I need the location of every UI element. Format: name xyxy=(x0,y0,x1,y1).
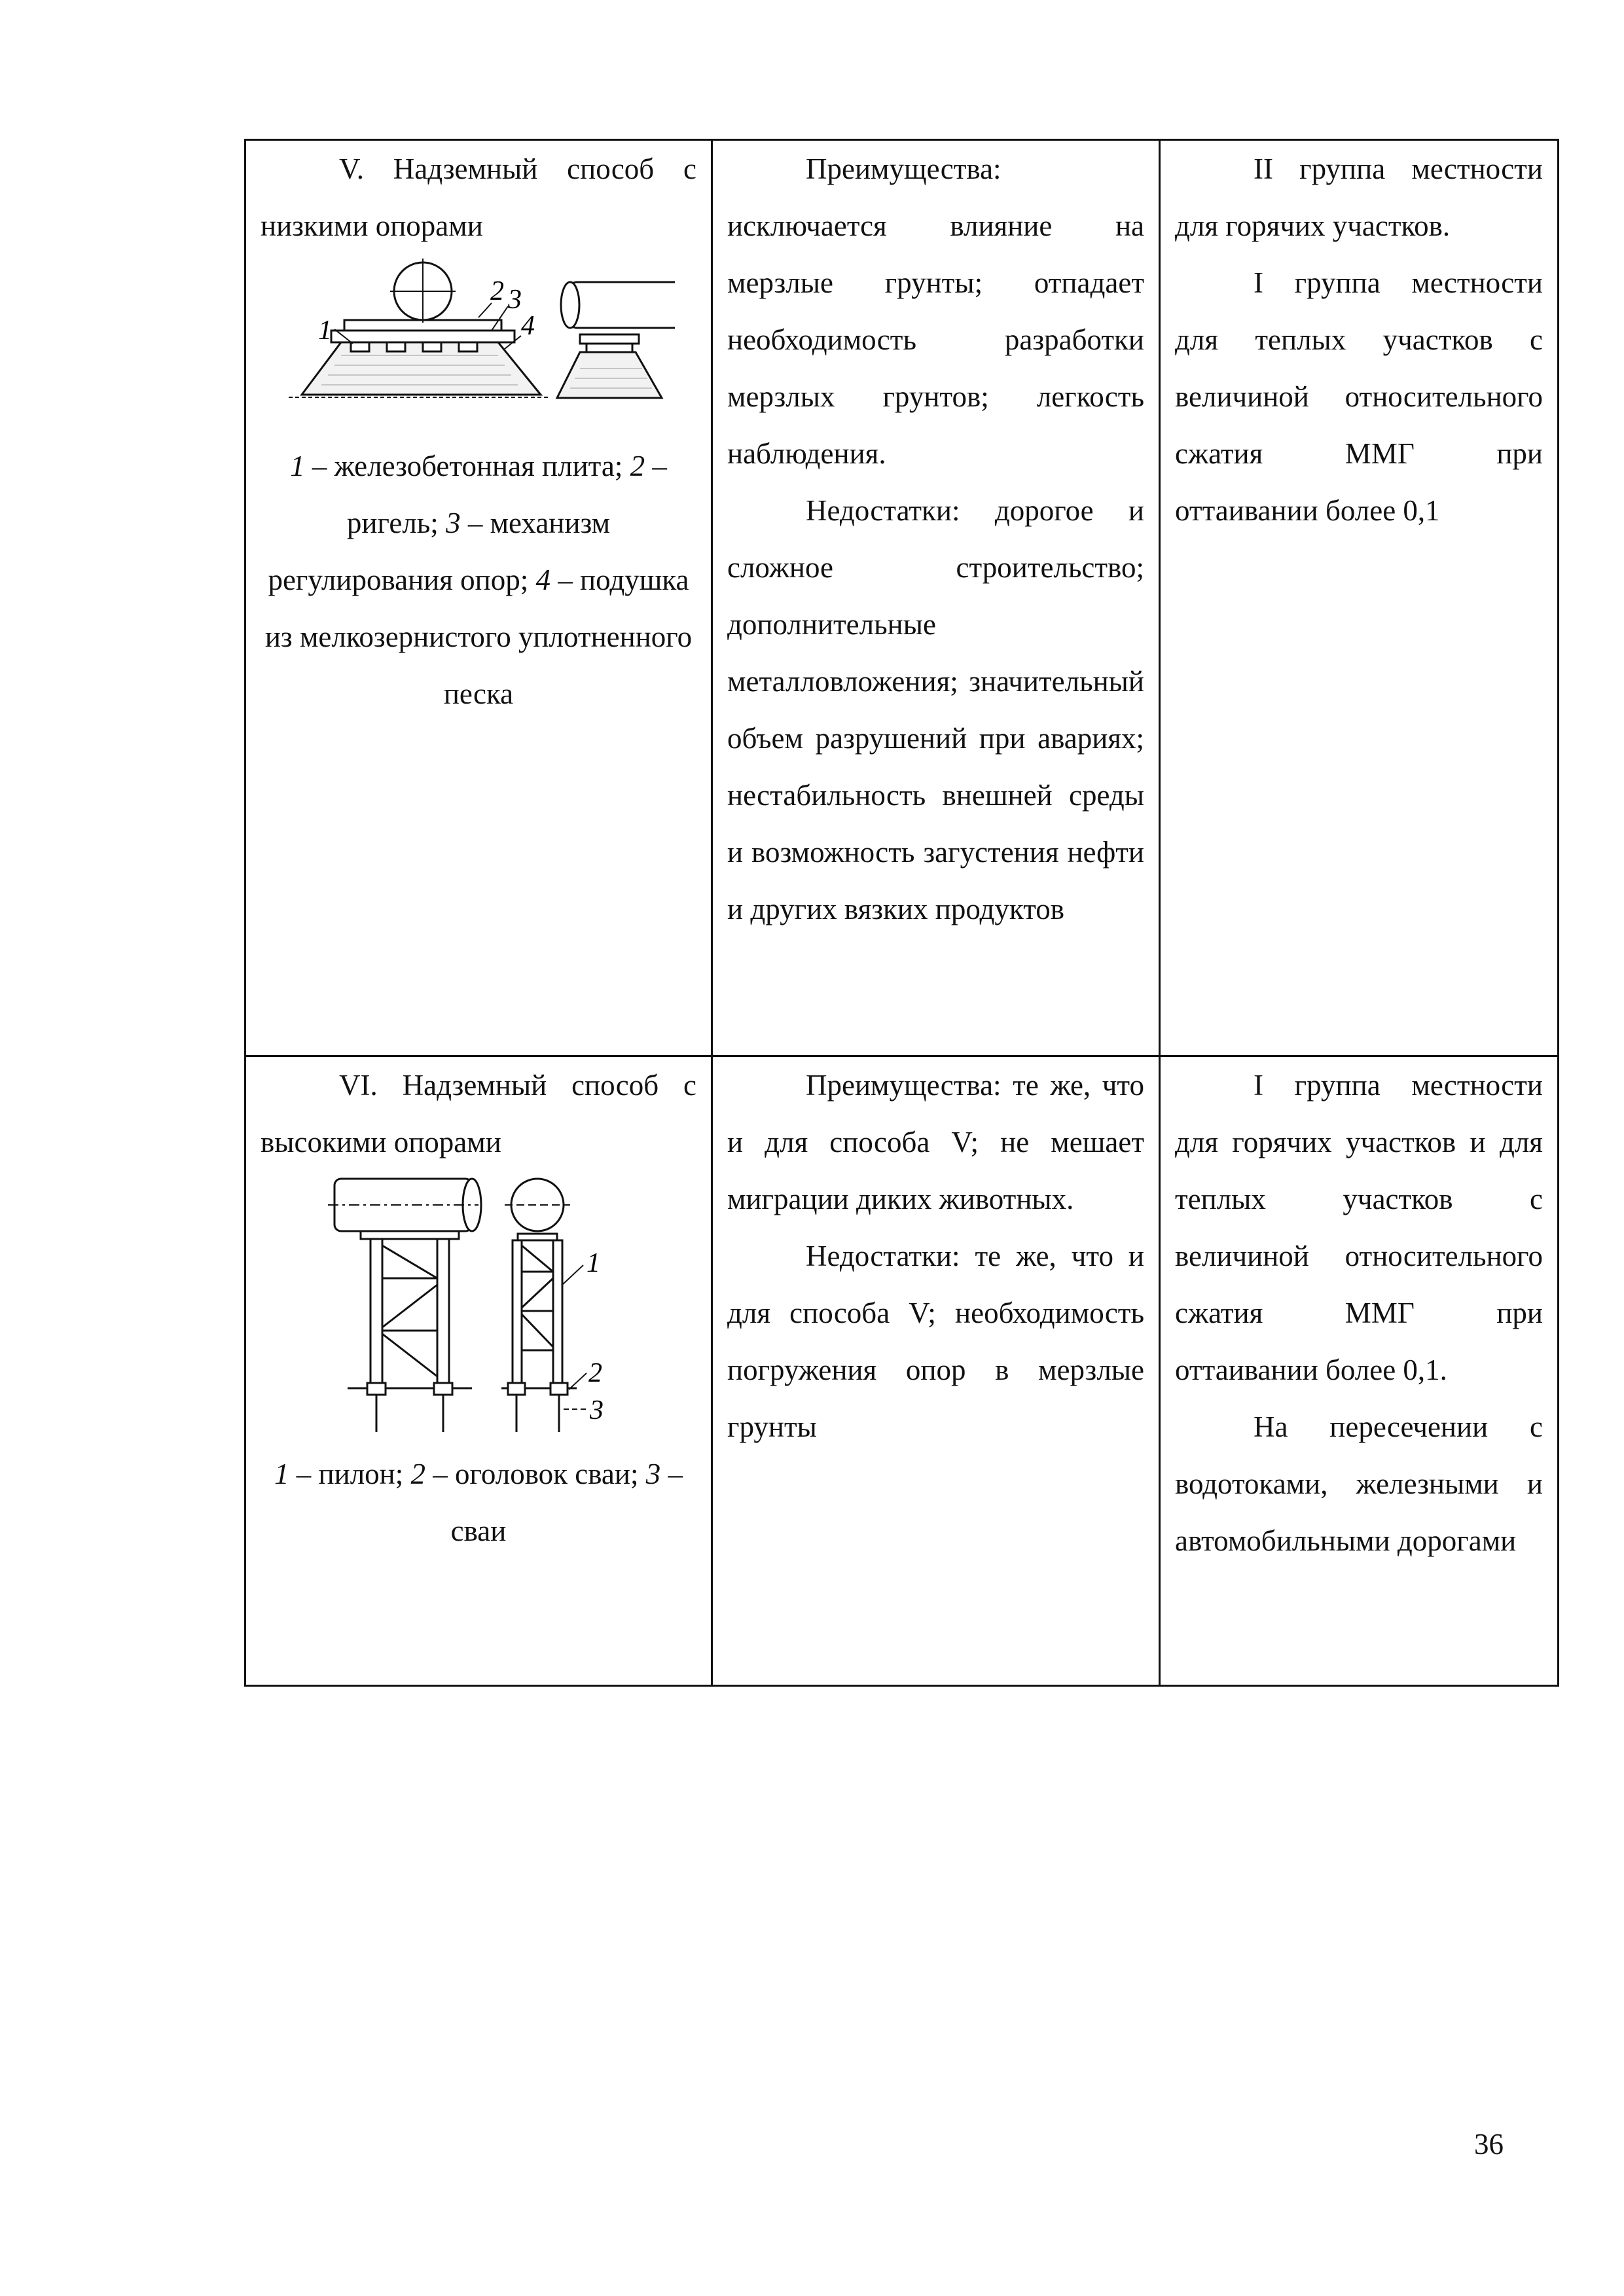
conditions-paragraph: На пересечении с водотоками, железными и автомобильными дорогами xyxy=(1175,1410,1543,1557)
svg-text:1: 1 xyxy=(318,315,332,346)
conditions-paragraph: II группа местности для горячих участков. xyxy=(1175,152,1543,242)
figure-caption: 1 – пилон; 2 – оголовок сваи; 3 – сваи xyxy=(274,1458,683,1547)
svg-text:1: 1 xyxy=(586,1248,600,1278)
disadvantages-text: Недостатки: дорогое и сложное строительство; дополнительные металловложения; значительный объем разрушений при авариях; нестабильность внешней среды и возможность загустения нефти и других вязких продуктов xyxy=(727,494,1144,925)
svg-text:3: 3 xyxy=(508,285,522,315)
method-title: V. Надземный способ с низкими опорами xyxy=(261,152,696,242)
svg-text:2: 2 xyxy=(588,1358,602,1388)
conditions-paragraph: I группа местности для теплых участков с величиной относительного сжатия ММГ при оттаивании более 0,1 xyxy=(1175,266,1543,527)
low-supports-figure xyxy=(282,257,675,434)
advantages-text: Преимущества: те же, что и для способа V; не мешает миграции диких животных. xyxy=(727,1069,1144,1215)
table-row xyxy=(245,1056,1559,1686)
figure-caption: 1 – железобетонная плита; 2 – ригель; 3 – механизм регулирования опор; 4 – подушка из мелкозернистого уплотненного песка xyxy=(264,450,693,710)
method-title: VI. Надземный способ с высокими опорами xyxy=(261,1069,696,1158)
page-number: 36 xyxy=(1474,2128,1504,2161)
high-supports-figure xyxy=(321,1174,636,1442)
svg-text:3: 3 xyxy=(590,1395,604,1426)
advantages-text: исключается влияние на мерзлые грунты; отпадает необходимость разработки мерзлых грунтов; легкость наблюдения. xyxy=(727,209,1144,470)
disadvantages-text: Недостатки: те же, что и для способа V; необходимость погружения опор в мерзлые грунты xyxy=(727,1240,1144,1443)
advantages-heading: Преимущества: xyxy=(806,152,1001,185)
svg-text:4: 4 xyxy=(521,311,535,341)
svg-text:2: 2 xyxy=(490,276,504,306)
conditions-cell xyxy=(1160,1056,1559,1686)
conditions-cell xyxy=(1160,140,1559,1056)
methods-table xyxy=(244,139,1559,1687)
conditions-paragraph: I группа местности для горячих участков и для теплых участков с величиной относительного сжатия ММГ при оттаивании более 0,1. xyxy=(1175,1069,1543,1386)
method-cell xyxy=(245,1056,712,1686)
pros-cons-cell xyxy=(712,1056,1160,1686)
method-cell xyxy=(245,140,712,1056)
pros-cons-cell xyxy=(712,140,1160,1056)
table-row xyxy=(245,140,1559,1056)
